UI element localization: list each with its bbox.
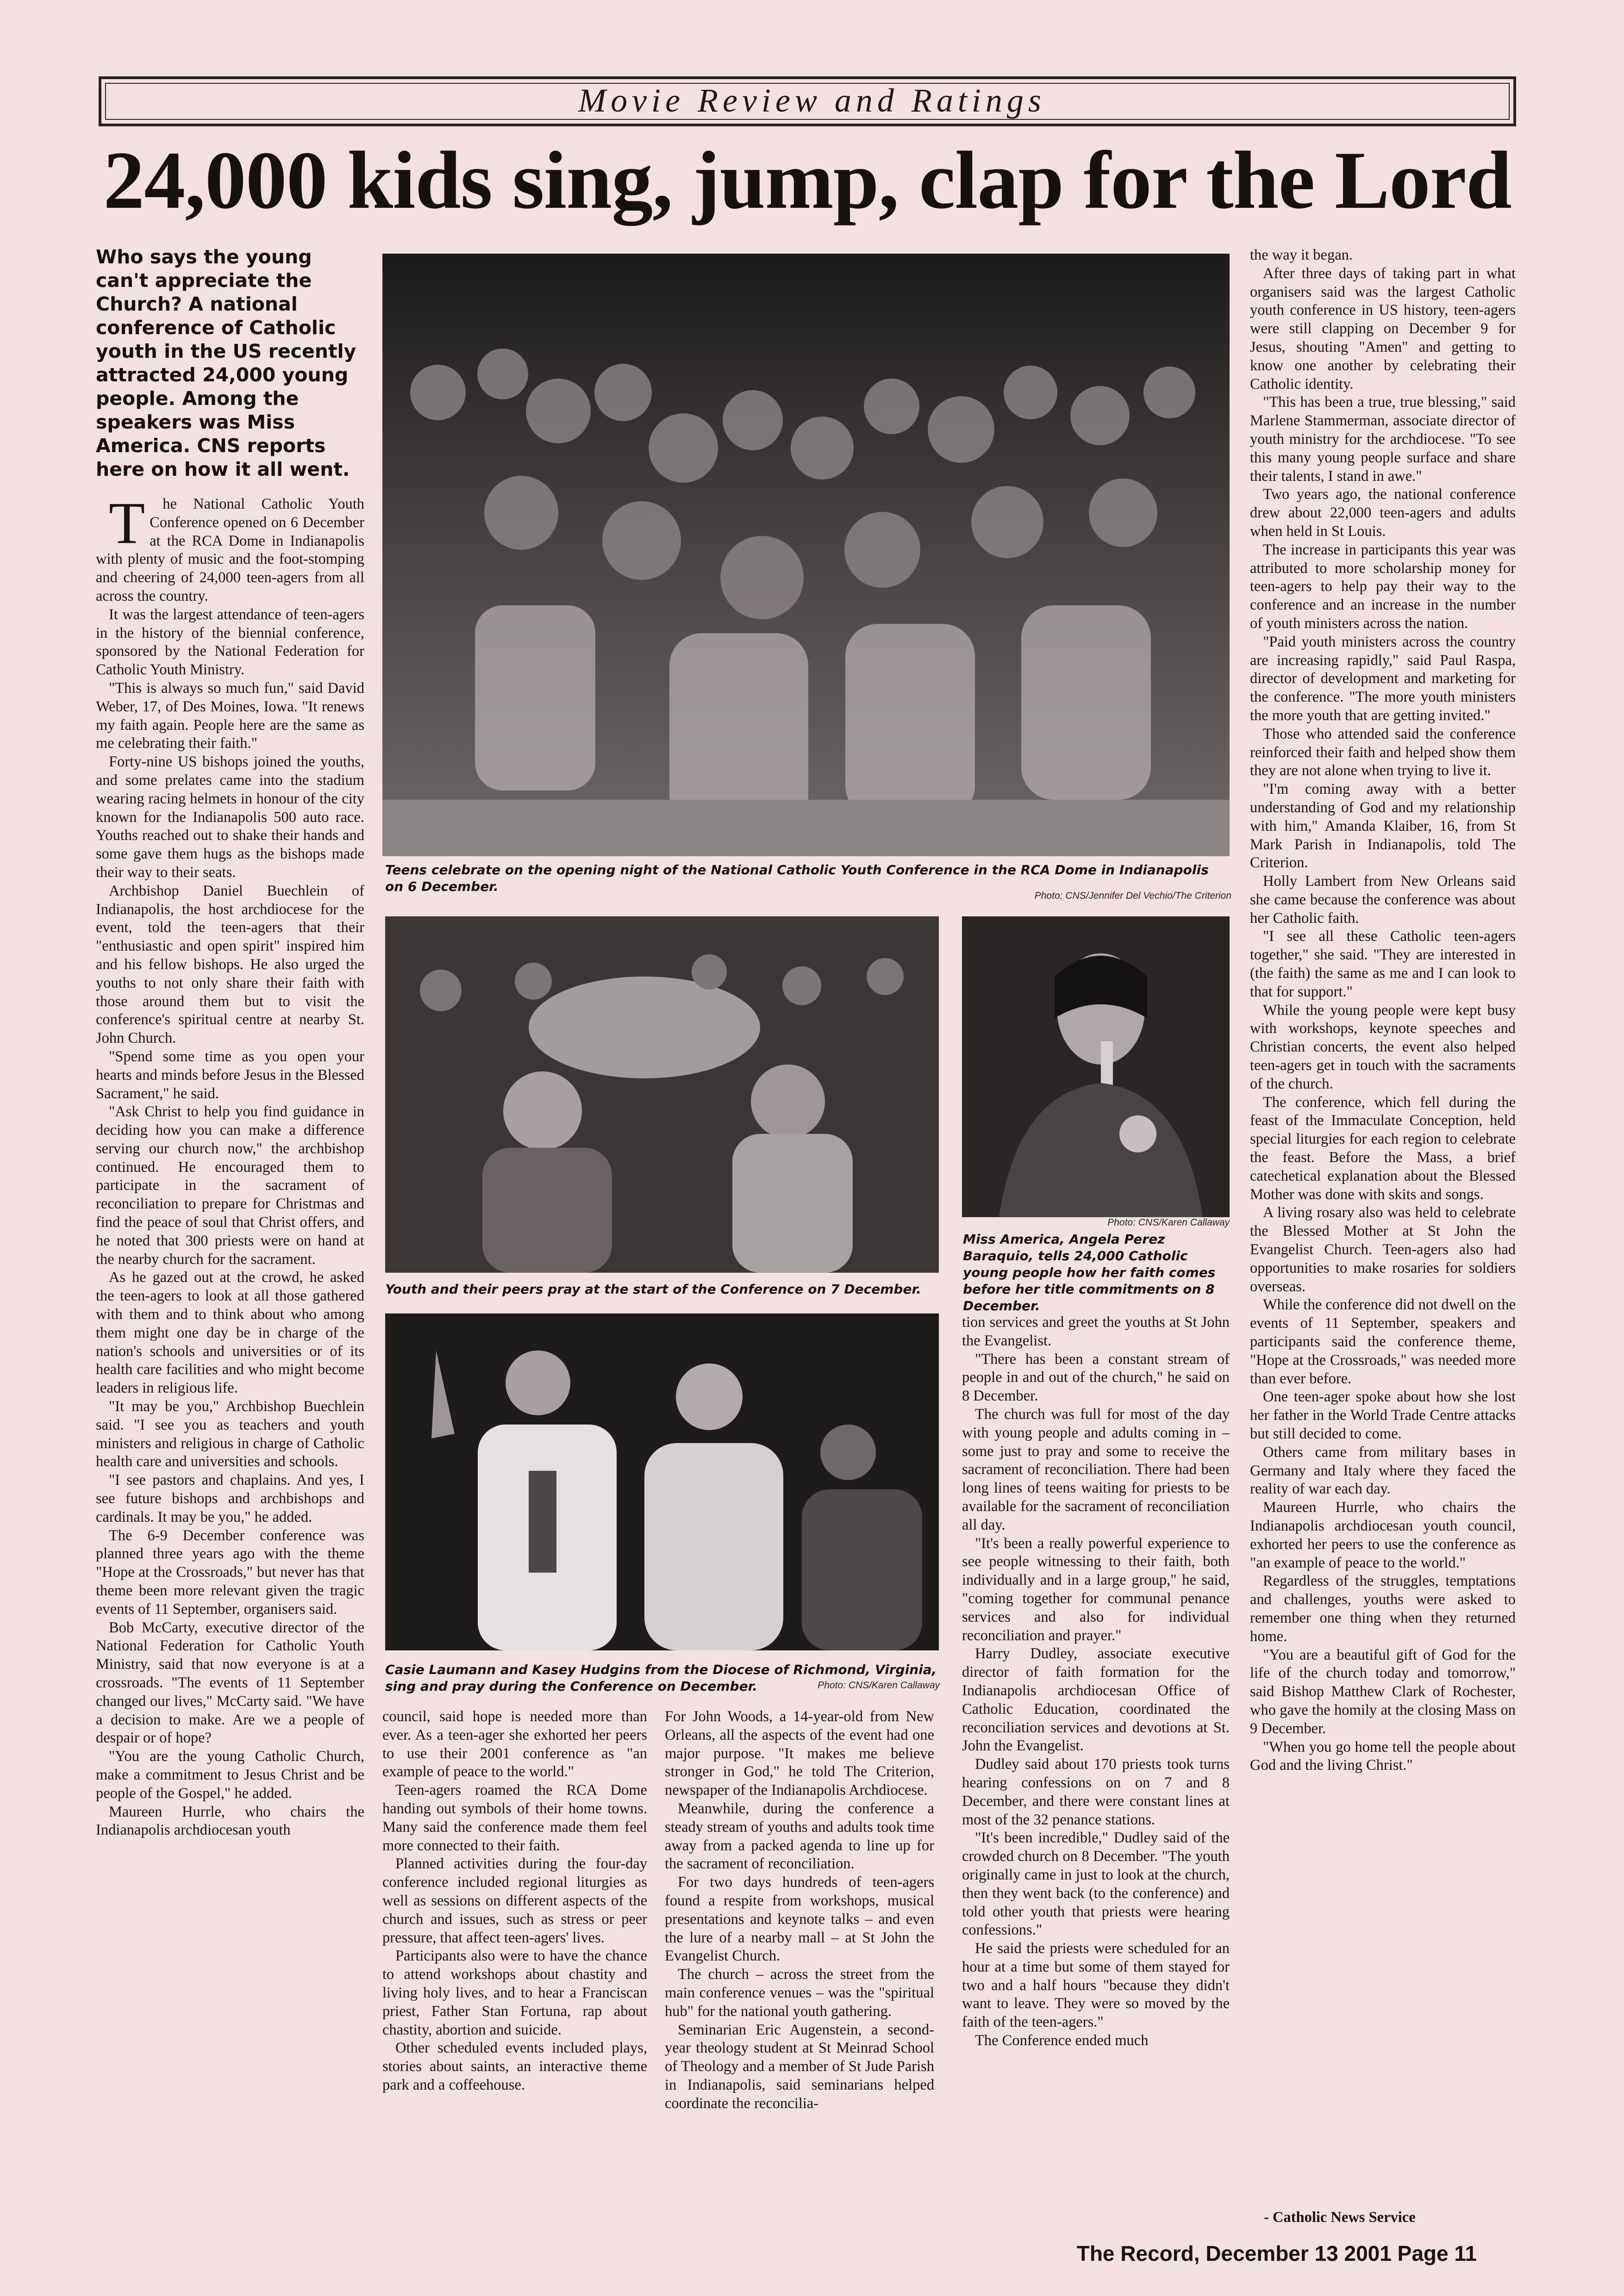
photo-caption-2: Youth and their peers pray at the start of the Conference on 7 December. bbox=[385, 1282, 921, 1297]
article-paragraph: For John Woods, a 14-year-old from New Orleans, all the aspects of the event had one major purpose. "It makes me believe stronger in God," he told The Criterion, newspaper of the Indianapolis Archdiocese. bbox=[665, 1708, 934, 1799]
article-paragraph: Others came from military bases in Germany and Italy where they faced the reality of war each day. bbox=[1250, 1444, 1516, 1498]
article-paragraph: Archbishop Daniel Buechlein of Indianapolis, the host archdiocese for the event, told the teen-agers that their "enthusiastic and open spirit" inspired him and his fellow bishops. He also urged the youths to not only share their faith with those around them but to visit the conference's spiritual centre at nearby St. John Church. bbox=[96, 882, 364, 1047]
article-paragraph: "I see all these Catholic teen-agers together," she said. "They are interested in (the faith) the same as me and I can look to that for support." bbox=[1250, 928, 1516, 1000]
photo-youth-praying bbox=[385, 916, 939, 1273]
photo-credit-1: Photo: CNS/Jennifer Del Vechio/The Criterion bbox=[1034, 890, 1231, 901]
photo-credit-3: Photo: CNS/Karen Callaway bbox=[1107, 1217, 1230, 1228]
article-paragraph: the way it began. bbox=[1250, 247, 1353, 263]
article-paragraph: "I'm coming away with a better understanding of God and my relationship with him," Amanda Klaiber, 16, from St Mark Parish in Indianapolis, told The Criterion. bbox=[1250, 781, 1516, 871]
article-paragraph: "When you go home tell the people about God and the living Christ." bbox=[1250, 1738, 1516, 1774]
article-paragraph: The conference, which fell during the feast of the Immaculate Conception, held special liturgies for each region to celebrate the feast. Before the Mass, a brief catechetical explanation about the Blessed Mother was done with skits and songs. bbox=[1250, 1094, 1516, 1203]
article-paragraph: The increase in participants this year was attributed to more scholarship money for teen-agers to help pay their way to the conference and an increase in the number of youth ministers across the nation. bbox=[1250, 541, 1516, 632]
article-paragraph: Participants also were to have the chance to attend workshops about chastity and living holy lives, and to hear a Franciscan priest, Father Stan Fortuna, rap about chastity, abortion and suicide. bbox=[382, 1948, 647, 2038]
article-paragraph: The 6-9 December conference was planned three years ago with the theme "Hope at the Crossroads," but never has that theme been more relevant given the tragic events of 11 September, organisers said. bbox=[96, 1527, 364, 1618]
photo-miss-america bbox=[962, 916, 1230, 1217]
article-paragraph: Other scheduled events included plays, stories about saints, an interactive theme park and a coffeehouse. bbox=[382, 2040, 647, 2093]
article-paragraph: Planned activities during the four-day conference included regional liturgies as well as sessions on different aspects of the church and issues, such as stress or peer pressure, that affect teen-agers' lives. bbox=[382, 1855, 647, 1946]
article-paragraph: The Conference ended much bbox=[975, 2032, 1149, 2049]
article-paragraph: Two years ago, the national conference drew about 22,000 teen-agers and adults when held in St Louis. bbox=[1250, 486, 1516, 540]
article-column-3 bbox=[665, 1708, 934, 2240]
article-paragraph: Regardless of the struggles, temptations and challenges, youths were asked to remember one thing when they returned home. bbox=[1250, 1573, 1516, 1645]
article-paragraph: "It may be you," Archbishop Buechlein said. "I see you as teachers and youth ministers and religious in charge of Catholic health care and universities and schools. bbox=[96, 1398, 364, 1470]
article-paragraph: "Paid youth ministers across the country are increasing rapidly," said Paul Raspa, director of development and marketing for the conference. "The more youth ministers the more youth that are getting invited." bbox=[1250, 633, 1516, 724]
article-paragraph: The church – across the street from the main conference venues – was the "spiritual hub" for the national youth gathering. bbox=[665, 1966, 934, 2020]
headline: 24,000 kids sing, jump, clap for the Lord bbox=[103, 134, 1512, 226]
article-paragraph: Teen-agers roamed the RCA Dome handing out symbols of their home towns. Many said the conference made them feel more connected to their faith. bbox=[382, 1782, 647, 1854]
article-paragraph: As he gazed out at the crowd, he asked the teen-agers to look at all those gathered with them and to think about who among them might one day be in charge of the nation's schools and universities or of its health care facilities and who might become leaders in religious life. bbox=[96, 1269, 364, 1397]
photo-caption-3: Miss America, Angela Perez Baraquio, tells 24,000 Catholic young people how her faith comes before her title commitments on 8 December. bbox=[963, 1232, 1216, 1313]
photo-girls-singing bbox=[385, 1313, 939, 1650]
photo-caption-4: Casie Laumann and Kasey Hudgins from the Diocese of Richmond, Virginia, sing and pray during the Conference on December. bbox=[385, 1662, 937, 1694]
article-paragraph: Seminarian Eric Augenstein, a second-year theology student at St Meinrad School of Theology and a member of St Jude Parish in Indianapolis, said seminarians helped coordinate the reconcilia- bbox=[665, 2021, 934, 2112]
article-paragraph: The National Catholic Youth Conference opened on 6 December at the RCA Dome in Indianapolis with plenty of music and the foot-stomping and cheering of 24,000 teen-agers from all across the country. bbox=[96, 490, 364, 604]
article-paragraph: "It's been a really powerful experience to see people witnessing to their faith, both individually and in a large group," he said, "coming together for communal penance services and also for individual reconciliation and prayer." bbox=[962, 1535, 1230, 1644]
photo-credit-4: Photo: CNS/Karen Callaway bbox=[818, 1680, 940, 1691]
article-paragraph: For two days hundreds of teen-agers found a respite from workshops, musical presentations and keynote talks – and even the lure of a nearby mall – at St John the Evangelist Church. bbox=[665, 1874, 934, 1965]
article-paragraph: It was the largest attendance of teen-agers in the history of the biennial conference, sponsored by the National Federation for Catholic Youth Ministry. bbox=[96, 606, 364, 678]
article-paragraph: "You are a beautiful gift of God for the life of the church today and tomorrow," said Bishop Matthew Clark of Rochester, who gave the homily at the closing Mass on 9 December. bbox=[1250, 1646, 1516, 1737]
article-column-2 bbox=[382, 1708, 647, 2240]
article-paragraph: "There has been a constant stream of people in and out of the church," he said on 8 December. bbox=[962, 1350, 1230, 1405]
article-column-4 bbox=[962, 1313, 1230, 2234]
article-paragraph: Those who attended said the conference reinforced their faith and helped show them they are not alone when trying to live it. bbox=[1250, 725, 1516, 779]
article-column-1 bbox=[96, 490, 364, 2249]
article-paragraph: Bob McCarty, executive director of the National Federation for Catholic Youth Ministry, said that now everyone is at a crossroads. "The events of 11 September changed our lives," McCarty said. "We have a decision to make. Are we a people of despair or of hope? bbox=[96, 1619, 364, 1747]
page-footer: The Record, December 13 2001 Page 11 bbox=[1076, 2241, 1477, 2265]
photo-crowd-celebrating bbox=[382, 254, 1230, 856]
article-paragraph: Maureen Hurrle, who chairs the Indianapolis archdiocesan youth council, exhorted her peers to use the conference as "an example of peace to the world." bbox=[1250, 1499, 1516, 1571]
article-paragraph: "It's been incredible," Dudley said of the crowded church on 8 December. "The youth originally came in just to look at the church, then they went back (to the conference) and told other youth that priests were hearing confessions." bbox=[962, 1829, 1230, 1939]
article-paragraph: "This is always so much fun," said David Weber, 17, of Des Moines, Iowa. "It renews my faith again. People here are the same as me celebrating their faith." bbox=[96, 679, 364, 752]
article-column-5 bbox=[1250, 246, 1516, 2236]
article-paragraph: "Ask Christ to help you find guidance in deciding how you can make a difference serving our church now," the archbishop continued. He encouraged them to participate in the sacrament of reconciliation to prepare for Christmas and find the peace of soul that Christ offers, and he noted that 300 priests were on hand at the nearby church for the sacrament. bbox=[96, 1103, 364, 1268]
article-paragraph: One teen-ager spoke about how she lost her father in the World Trade Centre attacks but still decided to come. bbox=[1250, 1388, 1516, 1442]
article-paragraph: tion services and greet the youths at St John the Evangelist. bbox=[962, 1314, 1230, 1349]
article-paragraph: "This has been a true, true blessing," said Marlene Stammerman, associate director of youth ministry for the archdiocese. "To see this many young people surface and share their talents, I stand in awe." bbox=[1250, 394, 1516, 485]
article-paragraph: The church was full for most of the day with young people and adults coming in – some just to pray and some to receive the sacrament of reconciliation. There had been long lines of teens waiting for priests to be available for the sacrament of reconciliation all day. bbox=[962, 1406, 1230, 1533]
section-title: Movie Review and Ratings bbox=[578, 82, 1046, 119]
article-paragraph: He said the priests were scheduled for an hour at a time but some of them stayed for two and a half hours "because they didn't want to leave. They were so moved by the faith of the teen-agers." bbox=[962, 1940, 1230, 2031]
signoff: - Catholic News Service bbox=[1264, 2209, 1416, 2226]
article-paragraph: After three days of taking part in what organisers said was the largest Catholic youth conference in US history, teen-agers were still clapping on December 9 for Jesus, shouting "Amen" and getting to know one another by celebrating their Catholic identity. bbox=[1250, 265, 1516, 392]
article-paragraph: While the young people were kept busy with workshops, keynote speeches and Christian concerts, the event also helped teen-agers get in touch with the sacraments of the church. bbox=[1250, 1002, 1516, 1092]
article-paragraph: While the conference did not dwell on the events of 11 September, speakers and participants said the conference theme, "Hope at the Crossroads," was needed more than ever before. bbox=[1250, 1296, 1516, 1387]
article-paragraph: "Spend some time as you open your hearts and minds before Jesus in the Blessed Sacrament," he said. bbox=[96, 1048, 364, 1102]
article-paragraph: A living rosary also was held to celebrate the Blessed Mother at St John the Evangelist Church. Teen-agers also had opportunities to make rosaries for soldiers overseas. bbox=[1250, 1204, 1516, 1295]
article-paragraph: Maureen Hurrle, who chairs the Indianapolis archdiocesan youth bbox=[96, 1803, 364, 1839]
article-paragraph: Meanwhile, during the conference a steady stream of youths and adults took time away from a packed agenda to line up for the sacrament of reconciliation. bbox=[665, 1800, 934, 1873]
article-paragraph: "I see pastors and chaplains. And yes, I see future bishops and archbishops and cardinals. It may be you," he added. bbox=[96, 1472, 364, 1525]
article-paragraph: "You are the young Catholic Church, make a commitment to Jesus Christ and be people of the Gospel," he added. bbox=[96, 1748, 364, 1802]
article-paragraph: Harry Dudley, associate executive director of faith formation for the Indianapolis archdiocesan Office of Catholic Education, coordinated the reconciliation services and devotions at St. John the Evangelist. bbox=[962, 1645, 1230, 1755]
deck: Who says the young can't appreciate the Church? A national conference of Catholic youth in the US recently attracted 24,000 young people. Among the speakers was Miss America. CNS reports here on how it all went. bbox=[96, 246, 356, 480]
article-paragraph: Forty-nine US bishops joined the youths, and some prelates came into the stadium wearing racing helmets in honour of the city known for the Indianapolis 500 auto race. Youths reached out to shake their hands and some gave them hugs as the bishops made their way to their seats. bbox=[96, 753, 364, 881]
photo-caption-1: Teens celebrate on the opening night of the National Catholic Youth Conference in the RCA Dome in Indianapolis on 6 December. bbox=[385, 862, 1209, 894]
article-paragraph: Dudley said about 170 priests took turns hearing confessions on on 7 and 8 December, and there were constant lines at most of the 32 penance stations. bbox=[962, 1756, 1230, 1828]
article-paragraph: council, said hope is needed more than ever. As a teen-ager she exhorted her peers to use their 2001 conference as "an example of peace to the world." bbox=[382, 1708, 647, 1780]
article-paragraph: Holly Lambert from New Orleans said she came because the conference was about her Catholic faith. bbox=[1250, 873, 1516, 927]
